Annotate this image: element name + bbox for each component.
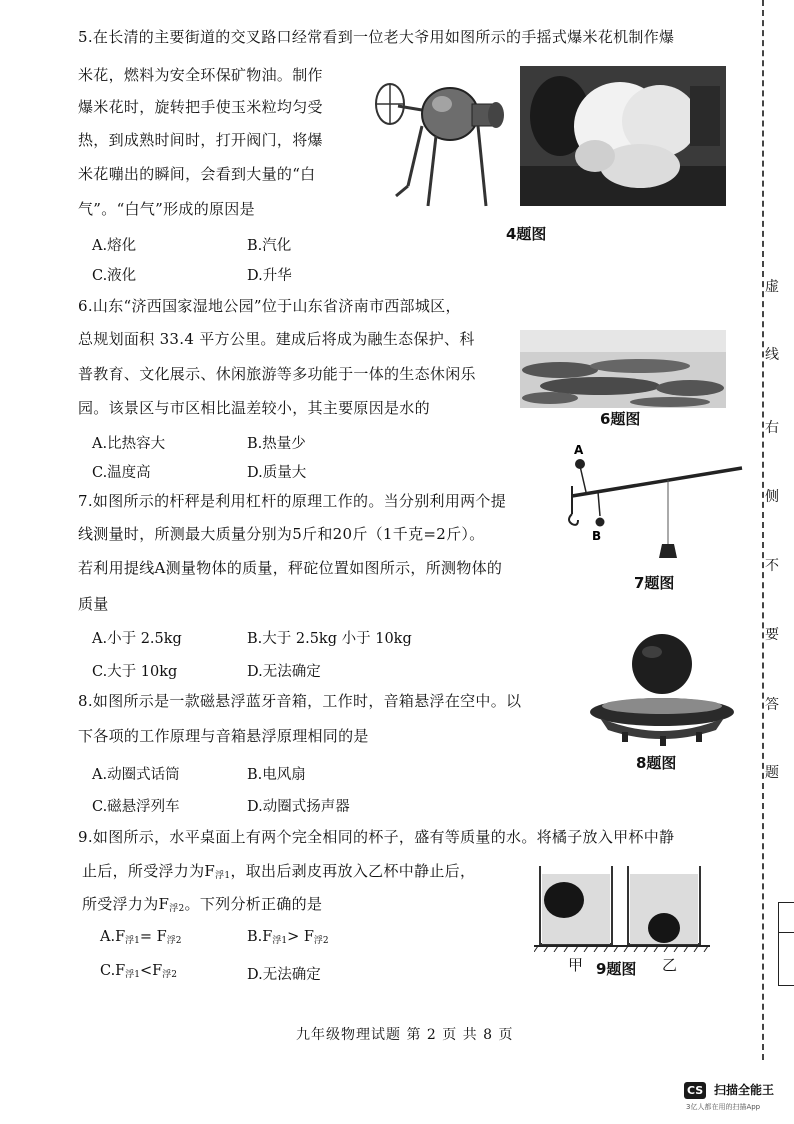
q9-option-c-prefix: C.F xyxy=(100,963,126,979)
q8-option-b: B.电风扇 xyxy=(247,767,306,783)
q9-option-a xyxy=(100,929,181,946)
steelyard-figure xyxy=(558,436,744,570)
scanner-watermark xyxy=(684,1080,774,1099)
q5-line-1: 5.在长清的主要街道的交叉路口经常看到一位老大爷用如图所示的手摇式爆米花机制作爆 xyxy=(78,28,675,46)
score-box-fragment xyxy=(778,902,794,986)
q5-option-c: C.液化 xyxy=(92,268,137,284)
q9-line-2 xyxy=(82,860,475,881)
steelyard-label-b: B xyxy=(592,529,602,543)
figure-9-caption: 9题图 xyxy=(596,960,637,978)
q9-option-b-prefix: B.F xyxy=(247,929,273,945)
q8-line-2: 下各项的工作原理与音箱悬浮原理相同的是 xyxy=(78,727,369,745)
q5-option-b: B.汽化 xyxy=(247,238,292,254)
scanner-tagline: 3亿人都在用的扫描App xyxy=(686,1103,761,1111)
q5-line-4: 热，到成熟时间时，打开阀门，将爆 xyxy=(78,131,323,149)
q7-option-d: D.无法确定 xyxy=(247,664,321,680)
popcorn-machine-figure xyxy=(368,66,510,216)
q8-option-c: C.磁悬浮列车 xyxy=(92,799,180,815)
q6-option-d: D.质量大 xyxy=(247,465,307,481)
q5-line-6: 气”。“白气”形成的原因是 xyxy=(78,200,255,218)
q9-option-b-sub2: 浮2 xyxy=(313,936,329,946)
q9-option-b xyxy=(247,929,329,946)
q7-option-a: A.小于 2.5kg xyxy=(92,631,182,647)
side-char-5: 不 xyxy=(765,558,779,574)
side-char-6: 要 xyxy=(765,627,779,643)
q6-line-4: 园。该景区与市区相比温差较小，其主要原因是水的 xyxy=(78,399,430,417)
q9-option-a-sub1: 浮1 xyxy=(125,936,140,946)
q9-line-3-start: 所受浮力为F xyxy=(82,895,170,913)
figure-4-caption: 4题图 xyxy=(506,225,547,243)
q6-line-2: 总规划面积 33.4 平方公里。建成后将成为融生态保护、科 xyxy=(78,330,475,348)
q8-option-d: D.动圈式扬声器 xyxy=(247,799,350,815)
q9-option-c xyxy=(100,963,177,980)
q9-line-2-subscript: 浮1 xyxy=(215,871,231,881)
side-char-8: 题 xyxy=(765,765,779,781)
q7-option-b: B.大于 2.5kg 小于 10kg xyxy=(247,631,412,647)
q9-line-3-subscript: 浮2 xyxy=(169,904,185,914)
q5-line-5: 米花嘣出的瞬间，会看到大量的“白 xyxy=(78,165,316,183)
q7-line-1: 7.如图所示的杆秤是利用杠杆的原理工作的。当分别利用两个提 xyxy=(78,492,507,510)
q9-option-d: D.无法确定 xyxy=(247,967,321,983)
side-char-1: 虚 xyxy=(765,279,779,295)
maglev-speaker-figure xyxy=(586,632,738,752)
scanner-logo-badge: CS xyxy=(684,1082,706,1099)
q6-option-c: C.温度高 xyxy=(92,465,151,481)
q9-option-c-middle: <F xyxy=(139,963,163,979)
wetland-park-photo xyxy=(520,330,726,408)
q9-option-a-sub2: 浮2 xyxy=(166,936,182,946)
q9-option-c-sub2: 浮2 xyxy=(162,970,177,980)
q7-line-4: 质量 xyxy=(78,595,109,613)
q5-line-2: 米花，燃料为安全环保矿物油。制作 xyxy=(78,66,323,84)
side-char-2: 线 xyxy=(765,347,779,363)
two-cups-figure xyxy=(534,860,710,952)
figure-6-caption: 6题图 xyxy=(600,410,641,428)
cup-yi-label: 乙 xyxy=(662,956,678,974)
q9-option-b-sub1: 浮1 xyxy=(272,936,288,946)
q9-line-1: 9.如图所示，水平桌面上有两个完全相同的杯子，盛有等质量的水。将橘子放入甲杯中静 xyxy=(78,828,675,846)
steelyard-label-a: A xyxy=(574,443,584,457)
cut-line xyxy=(762,0,764,1060)
q6-line-1: 6.山东“济西国家湿地公园”位于山东省济南市西部城区， xyxy=(78,297,461,315)
side-char-3: 右 xyxy=(765,420,779,436)
q5-option-a: A.熔化 xyxy=(92,238,137,254)
q9-line-2-end: ，取出后剥皮再放入乙杯中静止后， xyxy=(230,862,476,880)
q5-option-d: D.升华 xyxy=(247,268,292,284)
q6-line-3: 普教育、文化展示、休闲旅游等多功能于一体的生态休闲乐 xyxy=(78,365,476,383)
q5-line-3: 爆米花时，旋转把手使玉米粒均匀受 xyxy=(78,98,323,116)
q6-option-b: B.热量少 xyxy=(247,436,306,452)
q7-line-2: 线测量时，所测最大质量分别为5斤和20斤（1千克=2斤）。 xyxy=(78,525,485,543)
q9-option-a-prefix: A.F xyxy=(100,929,126,945)
figure-8-caption: 8题图 xyxy=(636,754,677,772)
q7-option-c: C.大于 10kg xyxy=(92,664,178,680)
q9-option-b-middle: > F xyxy=(287,929,314,945)
q8-option-a: A.动圈式话筒 xyxy=(92,767,180,783)
q9-option-a-middle: = F xyxy=(139,929,167,945)
figure-7-caption: 7题图 xyxy=(634,574,675,592)
side-char-7: 答 xyxy=(765,697,779,713)
q8-line-1: 8.如图所示是一款磁悬浮蓝牙音箱，工作时，音箱悬浮在空中。以 xyxy=(78,692,522,710)
scanner-app-name: 扫描全能王 xyxy=(713,1083,774,1097)
q9-line-3 xyxy=(82,893,322,914)
q9-line-3-end: 。下列分析正确的是 xyxy=(184,895,323,913)
q9-option-c-sub1: 浮1 xyxy=(125,970,140,980)
score-box-divider xyxy=(778,932,794,933)
q6-option-a: A.比热容大 xyxy=(92,436,166,452)
q7-line-3: 若利用提线A测量物体的质量，秤砣位置如图所示，所测物体的 xyxy=(78,559,503,577)
cup-jia-label: 甲 xyxy=(568,956,584,974)
side-char-4: 侧 xyxy=(765,489,779,505)
popcorn-steam-photo xyxy=(520,66,726,206)
q9-line-2-start: 止后，所受浮力为F xyxy=(82,862,216,880)
page-footer: 九年级物理试题 第 2 页 共 8 页 xyxy=(296,1027,514,1043)
